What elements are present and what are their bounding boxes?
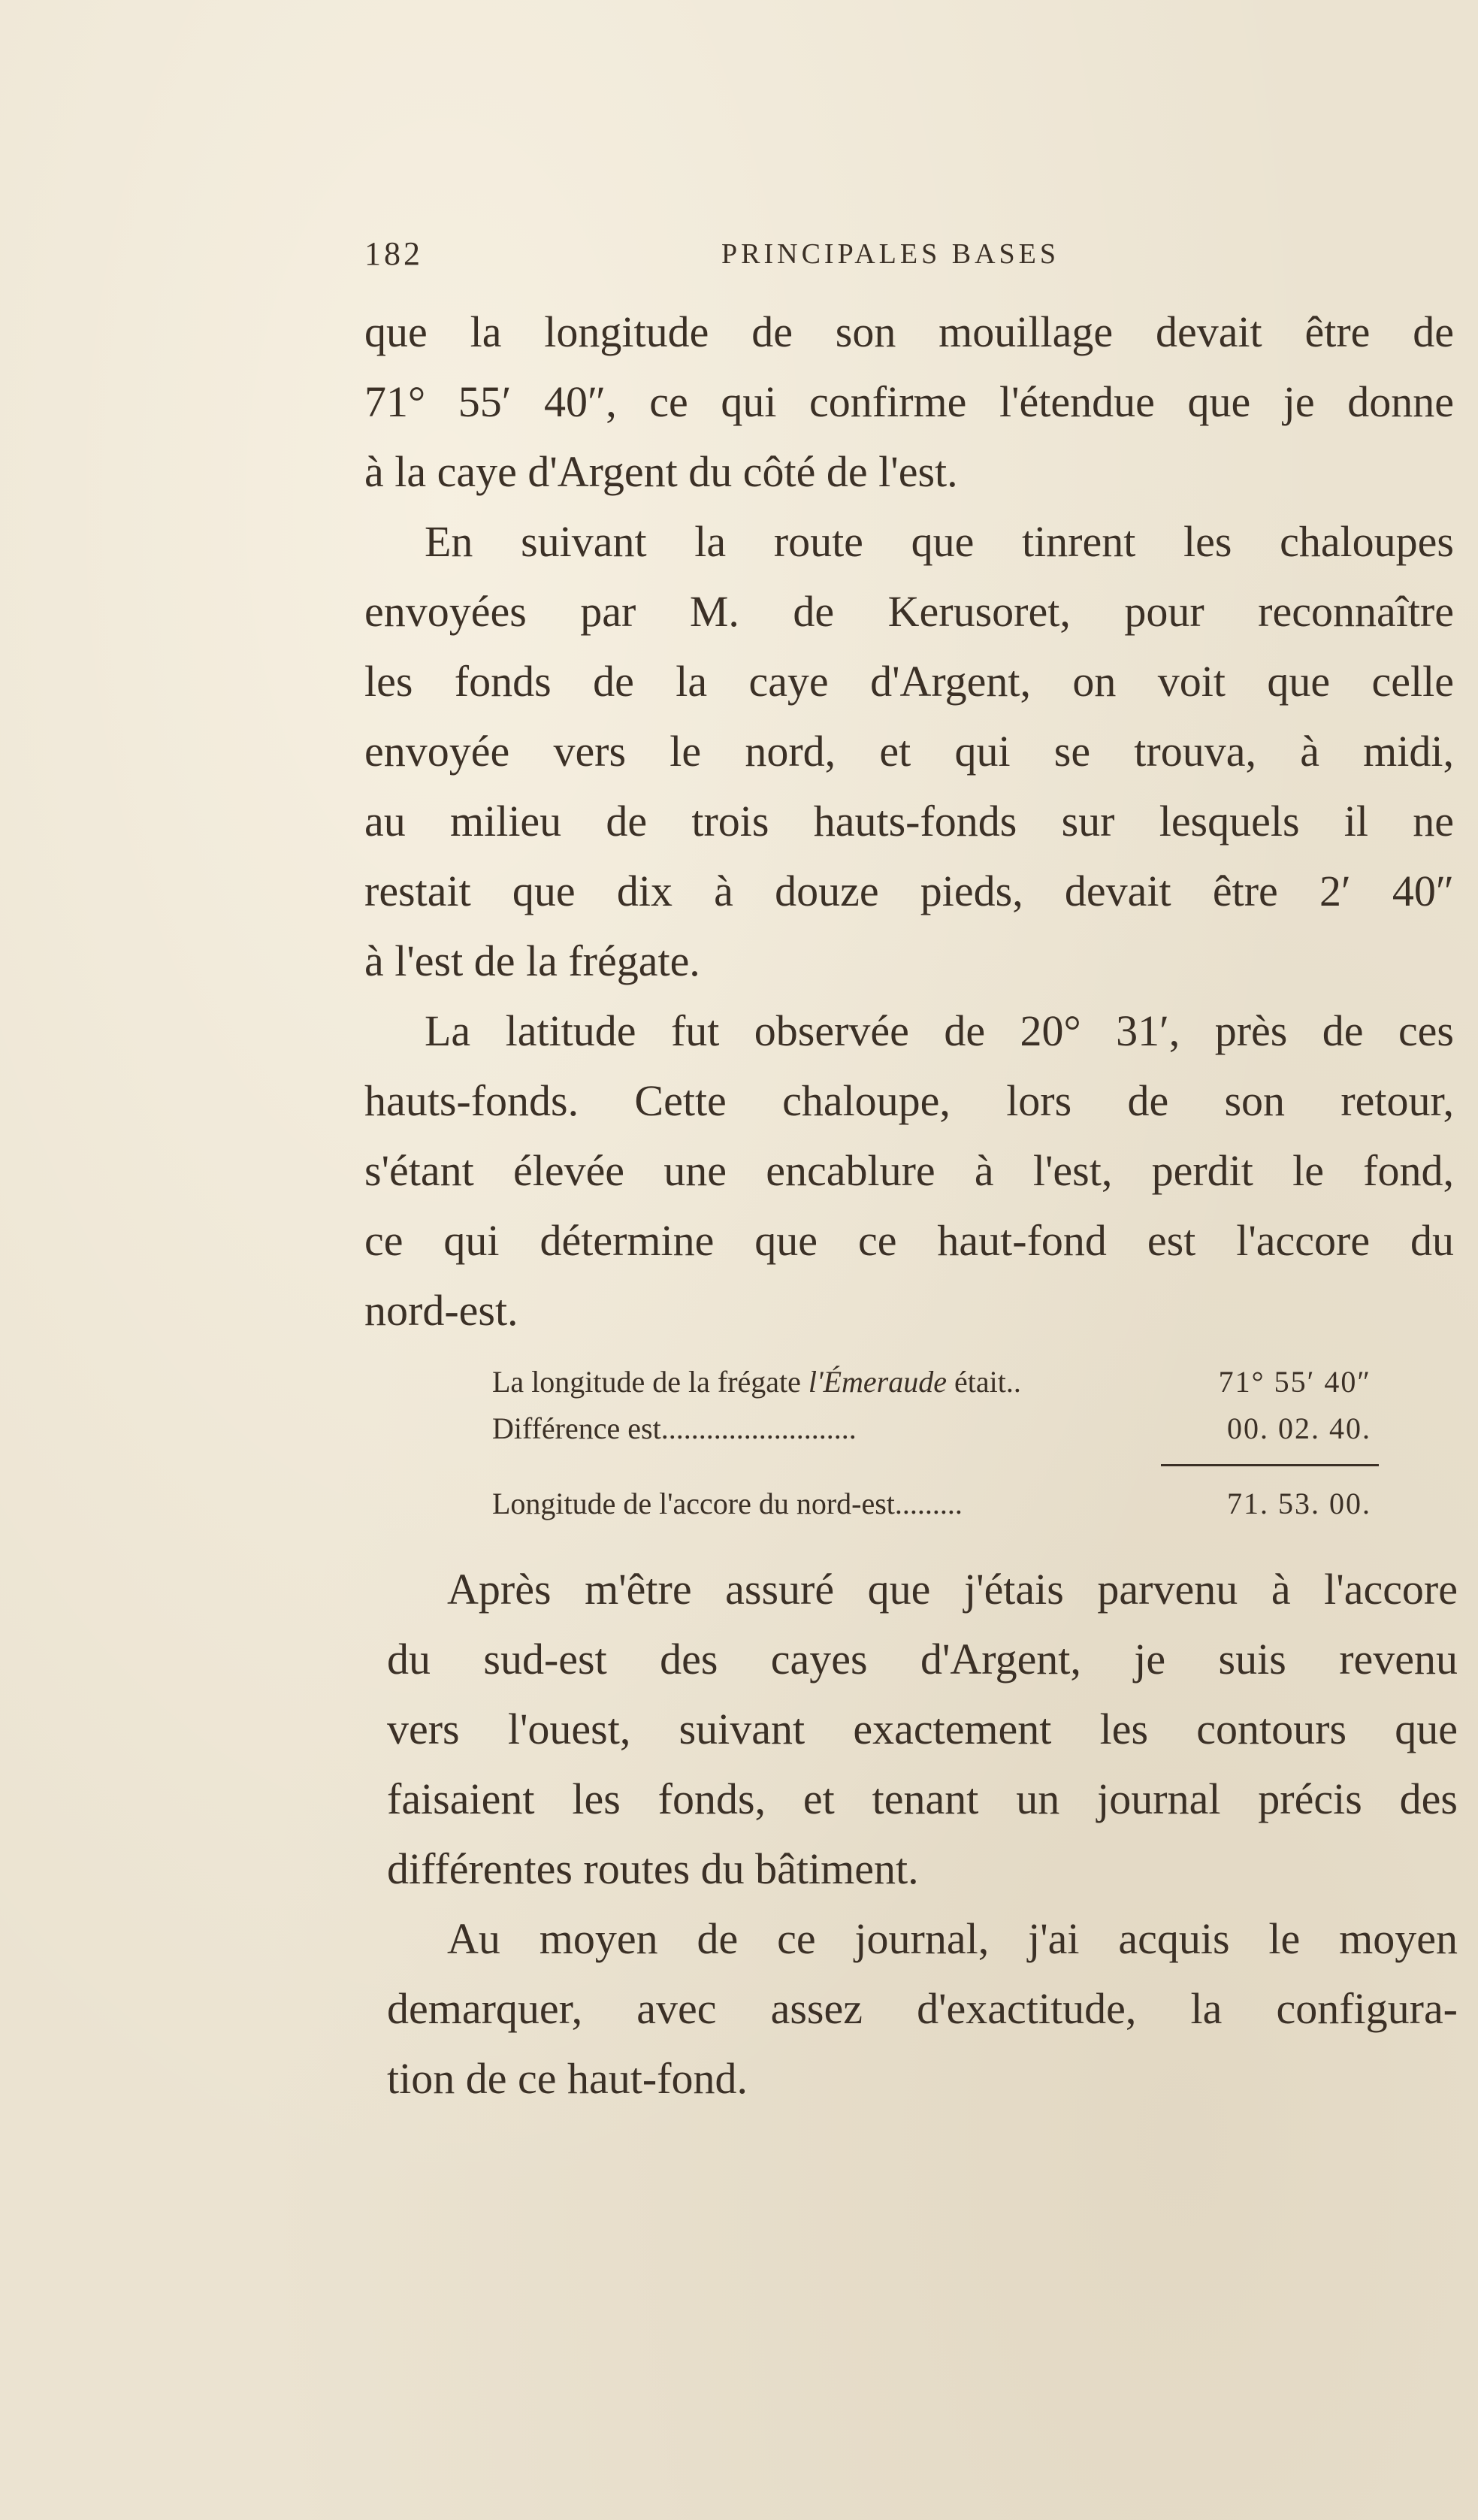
paragraph <box>387 1554 1458 1904</box>
text-line: nord-est. <box>364 1286 518 1335</box>
text-line: à la caye d'Argent du côté de l'est. <box>364 447 958 496</box>
text-line: s'étant élevée une encablure à l'est, perdit le fond, <box>364 1146 1454 1195</box>
row-value: 71° 55′ 40″ <box>1218 1365 1371 1399</box>
text-line: tion de ce haut-fond. <box>387 2054 748 2103</box>
text-line: Après m'être assuré que j'étais parvenu à l'accore <box>447 1565 1458 1614</box>
row-value: 00. 02. 40. <box>1227 1411 1371 1445</box>
running-head: PRINCIPALES BASES <box>721 238 1059 270</box>
row-label: Différence est.......................... <box>492 1411 857 1445</box>
body-text-bottom <box>387 1554 1458 2113</box>
row-value: 71. 53. 00. <box>1227 1487 1371 1520</box>
text-line: demarquer, avec assez d'exactitude, la configura- <box>387 1984 1458 2033</box>
row-label: Longitude de l'accore du nord-est......... <box>492 1487 963 1520</box>
text-line: faisaient les fonds, et tenant un journal précis des <box>387 1774 1458 1823</box>
table-row <box>492 1359 1371 1405</box>
page-header <box>364 234 1270 280</box>
text-line: envoyées par M. de Kerusoret, pour reconnaître <box>364 587 1454 636</box>
text-line: les fonds de la caye d'Argent, on voit que celle <box>364 657 1454 706</box>
longitude-table <box>492 1359 1371 1527</box>
text-line: différentes routes du bâtiment. <box>387 1844 919 1893</box>
table-row <box>492 1481 1371 1527</box>
paragraph <box>364 297 1454 507</box>
text-line: ce qui détermine que ce haut-fond est l'accore du <box>364 1216 1454 1265</box>
text-line: vers l'ouest, suivant exactement les contours que <box>387 1705 1458 1753</box>
paragraph <box>364 996 1454 1345</box>
table-row <box>492 1405 1371 1452</box>
text-line: restait que dix à douze pieds, devait être 2′ 40″ <box>364 867 1454 915</box>
text-line: au milieu de trois hauts-fonds sur lesquels il ne <box>364 797 1454 846</box>
body-text-top <box>364 297 1454 1345</box>
text-line: du sud-est des cayes d'Argent, je suis revenu <box>387 1635 1458 1684</box>
page-number: 182 <box>364 235 423 272</box>
text-line: envoyée vers le nord, et qui se trouva, à midi, <box>364 727 1454 776</box>
text-line: que la longitude de son mouillage devait être de <box>364 307 1454 356</box>
sum-rule <box>1161 1464 1379 1466</box>
row-label: La longitude de la frégate l'Émeraude était.. <box>492 1365 1021 1399</box>
text-line: 71° 55′ 40″, ce qui confirme l'étendue que je donne <box>364 377 1454 426</box>
paragraph <box>364 507 1454 996</box>
text-line: La latitude fut observée de 20° 31′, près de ces <box>425 1006 1454 1055</box>
paragraph <box>387 1904 1458 2113</box>
text-line: En suivant la route que tinrent les chaloupes <box>425 517 1454 566</box>
text-line: hauts-fonds. Cette chaloupe, lors de son retour, <box>364 1076 1454 1125</box>
text-line: Au moyen de ce journal, j'ai acquis le moyen <box>447 1914 1458 1963</box>
ship-name: l'Émeraude <box>808 1365 947 1399</box>
text-line: à l'est de la frégate. <box>364 936 700 985</box>
